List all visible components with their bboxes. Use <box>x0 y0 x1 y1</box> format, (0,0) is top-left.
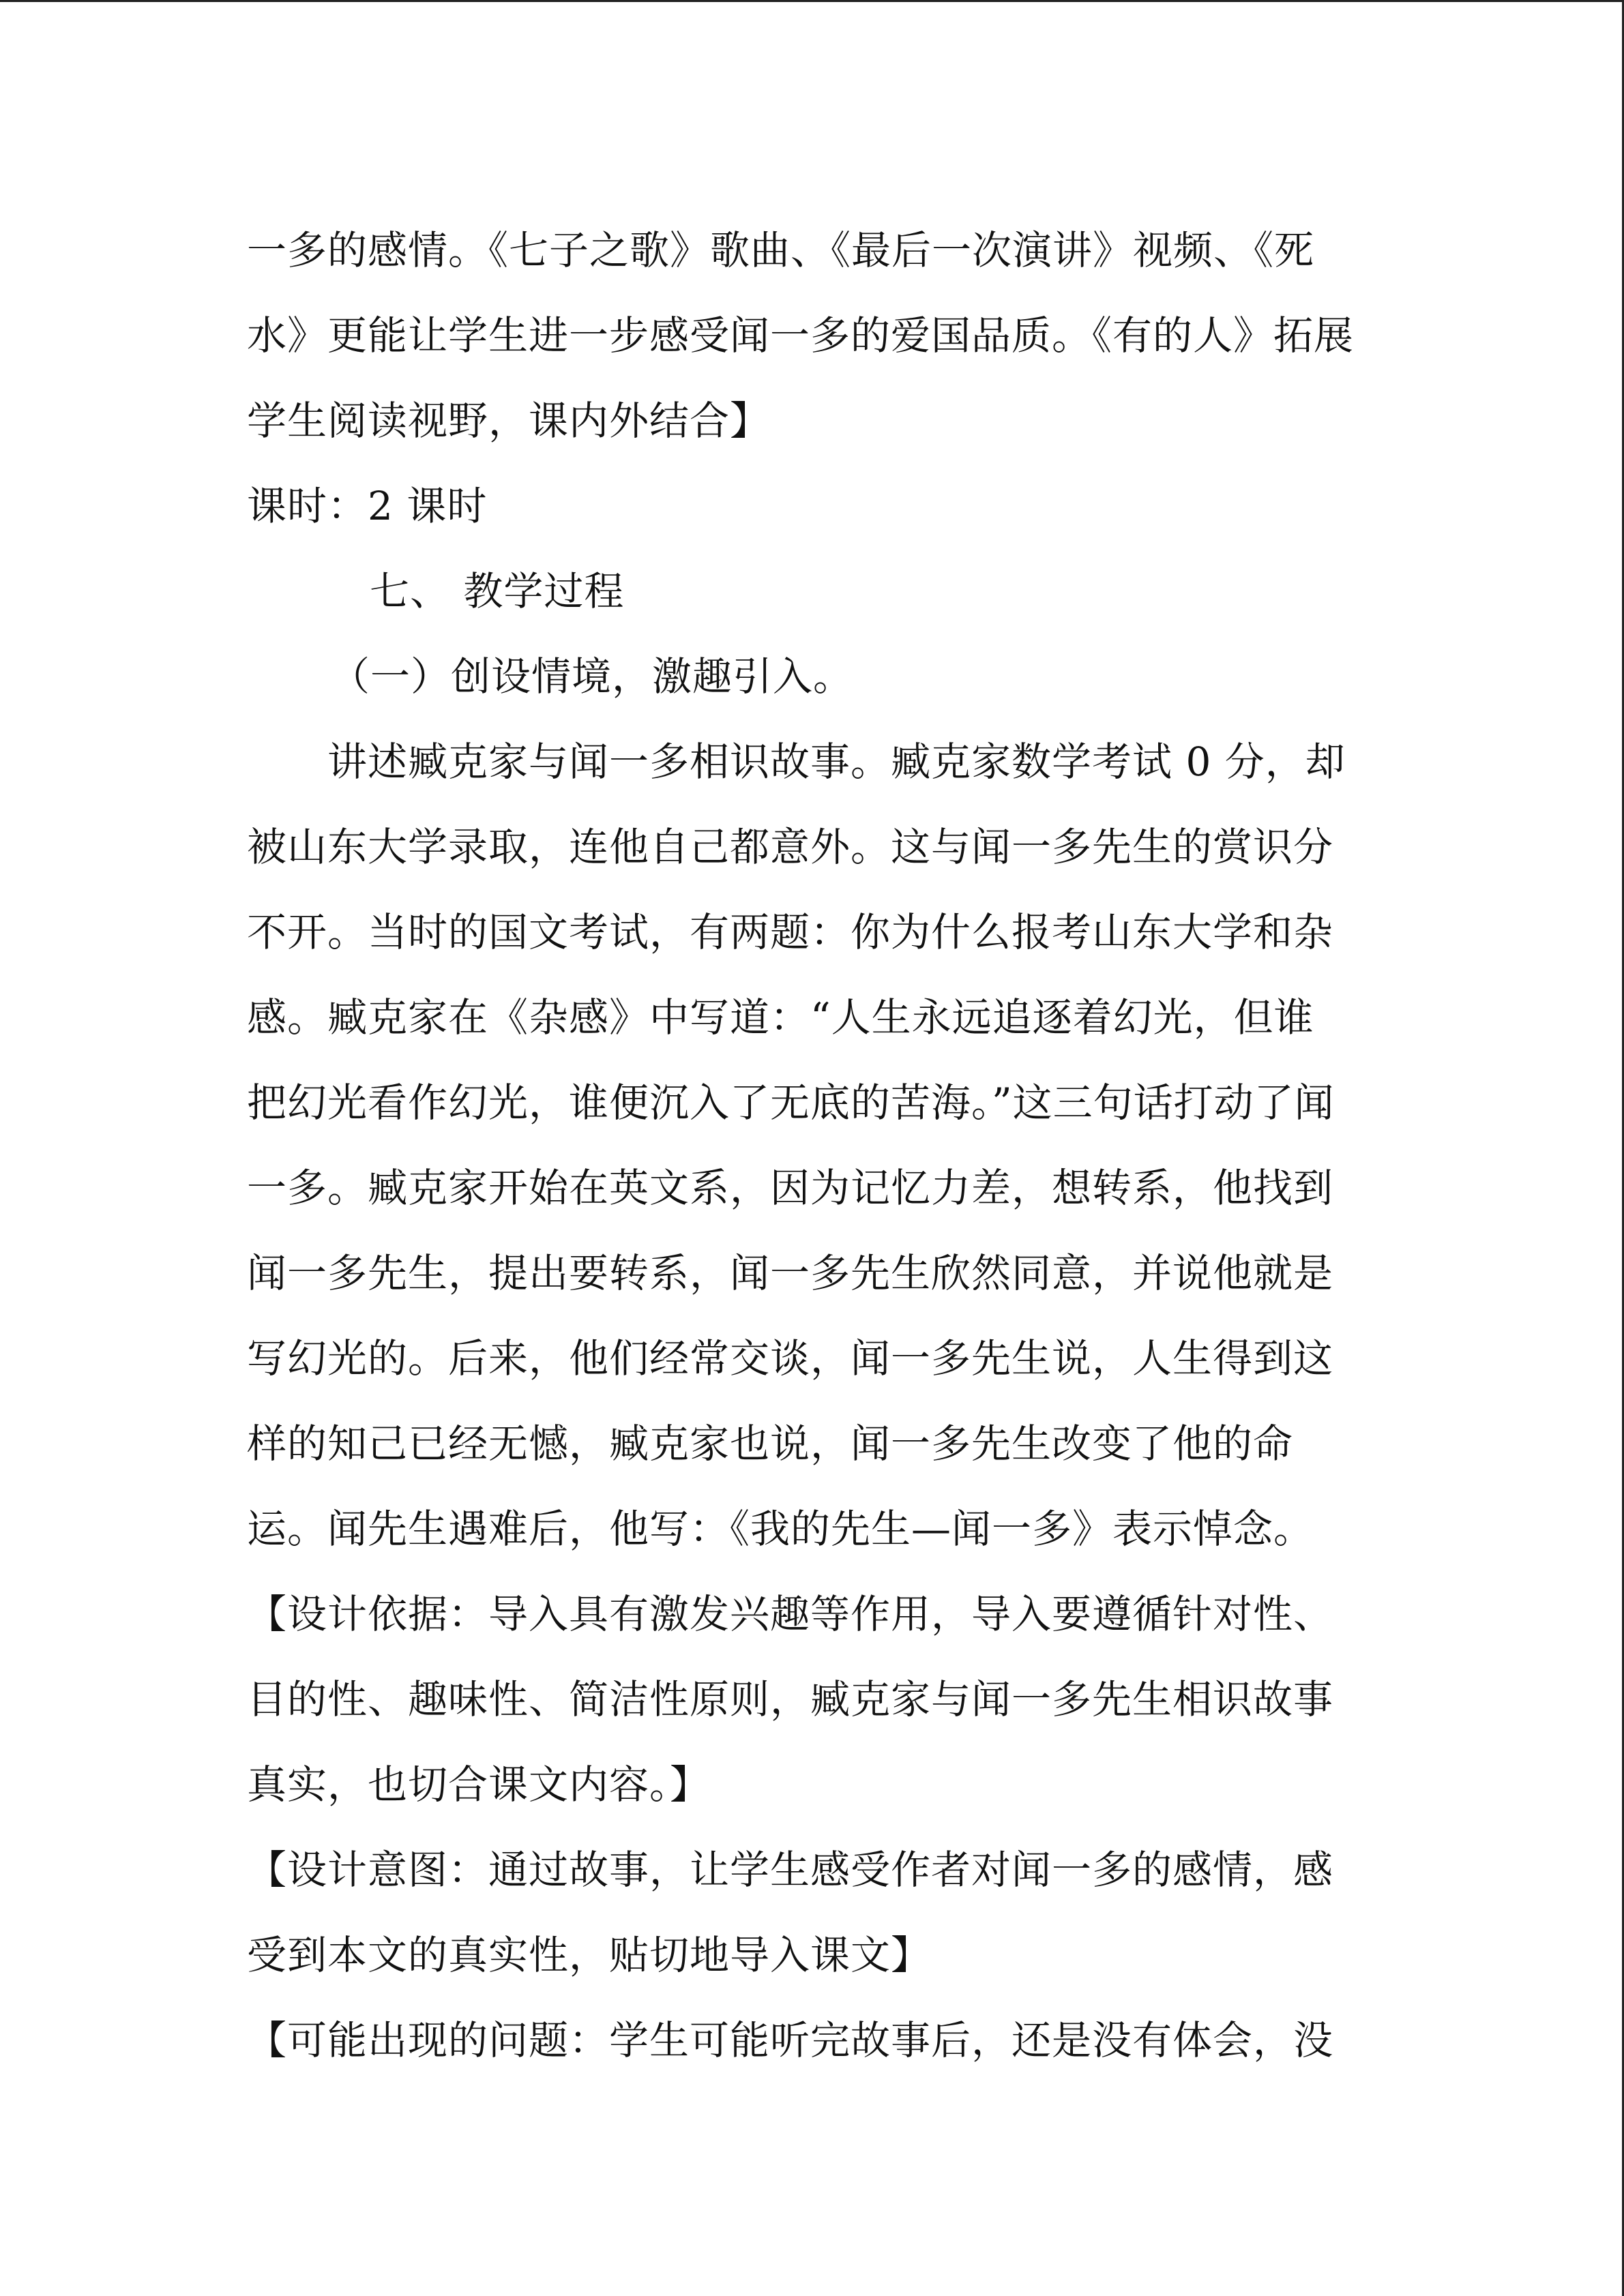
text-line: 闻一多先生，提出要转系，闻一多先生欣然同意，并说他就是 <box>247 1250 1334 1296</box>
text-line: 真实，也切合课文内容。】 <box>247 1761 711 1808</box>
page-top-border <box>0 0 1624 2</box>
section-heading: 七、 教学过程 <box>370 568 625 614</box>
subsection-heading: （一）创设情境，激趣引入。 <box>330 653 854 700</box>
text-line: 运。闻先生遇难后，他写：《我的先生—闻一多》表示悼念。 <box>247 1506 1314 1552</box>
text-line: 感。臧克家在《杂感》中写道：“人生永远追逐着幻光，但谁 <box>247 994 1314 1041</box>
class-hours-line: 课时：2 课时 <box>247 483 488 529</box>
text-line: 目的性、趣味性、简洁性原则，臧克家与闻一多先生相识故事 <box>247 1676 1334 1723</box>
text-line: 一多的感情。《七子之歌》歌曲、《最后一次演讲》视频、《死 <box>247 227 1315 273</box>
text-line: 被山东大学录取，连他自己都意外。这与闻一多先生的赏识分 <box>247 824 1334 870</box>
text-line: 把幻光看作幻光，谁便沉入了无底的苦海。”这三句话打动了闻 <box>247 1079 1335 1126</box>
design-intent-note: 【设计意图：通过故事，让学生感受作者对闻一多的感情，感 <box>247 1847 1334 1893</box>
text-line: 学生阅读视野，课内外结合】 <box>247 398 771 444</box>
text-line: 不开。当时的国文考试，有两题：你为什么报考山东大学和杂 <box>247 909 1334 955</box>
paragraph-first-line: 讲述臧克家与闻一多相识故事。臧克家数学考试 0 分，却 <box>327 739 1346 785</box>
text-line: 受到本文的真实性，贴切地导入课文】 <box>247 1932 932 1978</box>
text-line: 写幻光的。后来，他们经常交谈，闻一多先生说，人生得到这 <box>247 1335 1334 1382</box>
possible-problems-note: 【可能出现的问题：学生可能听完故事后，还是没有体会，没 <box>247 2017 1334 2063</box>
text-line: 样的知己已经无憾，臧克家也说，闻一多先生改变了他的命 <box>247 1420 1294 1467</box>
design-basis-note: 【设计依据：导入具有激发兴趣等作用，导入要遵循针对性、 <box>247 1591 1334 1637</box>
text-line: 一多。臧克家开始在英文系，因为记忆力差，想转系，他找到 <box>247 1165 1334 1211</box>
document-body <box>247 208 1379 2083</box>
text-line: 水》更能让学生进一步感受闻一多的爱国品质。《有的人》拓展 <box>247 312 1355 359</box>
